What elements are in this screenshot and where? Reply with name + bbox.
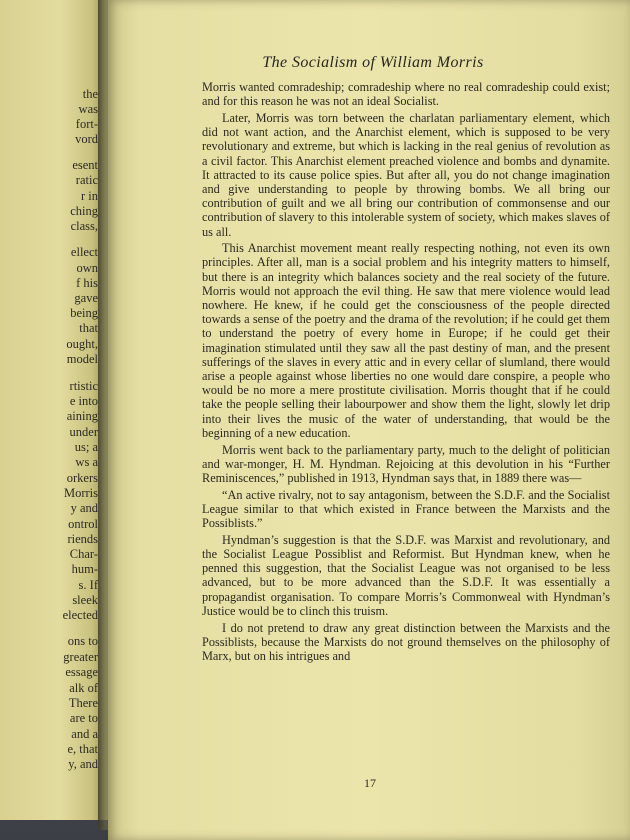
left-page-line-fragment: was — [78, 102, 98, 116]
body-text — [202, 80, 610, 666]
left-page-line-fragment: gave — [74, 291, 98, 305]
left-page-line-fragment: r in — [80, 189, 98, 203]
left-page-line-fragment: greater — [63, 650, 98, 664]
left-page-line-fragment: alk of — [69, 681, 98, 695]
left-page-line-fragment: sleek — [72, 593, 98, 607]
left-page-line-fragment: ontrol — [68, 517, 98, 531]
paragraph: Morris went back to the parliamentary party, much to the delight of politician and war-monger, H. M. Hyndman. Rejoicing at this devolution in his “Further Reminiscences,” published in 1913, Hyndman says that, in 1889 there was— — [202, 442, 610, 485]
left-page-line-fragment: hum- — [71, 562, 98, 576]
left-page-line-fragment: us; a — [74, 440, 98, 454]
right-page — [108, 0, 630, 840]
left-page-line-fragment: e, that — [67, 742, 98, 756]
left-page-line-fragment: ons to — [67, 634, 98, 648]
left-page-line-fragment: the — [82, 87, 98, 101]
left-facing-page — [0, 0, 108, 820]
left-page-line-fragment: fort- — [75, 117, 98, 131]
left-page-line-fragment: There — [68, 696, 98, 710]
left-page-line-fragment: aining — [66, 409, 98, 423]
left-page-line-fragment: s. If — [78, 578, 98, 592]
left-page-line-fragment: y, and — [68, 757, 98, 771]
left-page-line-fragment: vord — [75, 132, 98, 146]
left-page-line-fragment: are to — [69, 711, 98, 725]
left-page-line-fragment: ratic — [75, 173, 98, 187]
paragraph: Morris wanted comradeship; comradeship where no real comradeship could exist; and for this reason he was not an ideal Socialist. — [202, 80, 610, 109]
paragraph: This Anarchist movement meant really respecting nothing, not even its own principles. After all, man is a social problem and his integrity matters to himself, but there is an integrity which balances society and the real society of the future. Morris would not approach the evil thing. He saw that mere violence would lead nowhere. He knew, if he could get the consciousness of the people directed towards a sense of the poetry and the drama of the revolution; if he could get them to understand the poetry of every home in Europe; if he could get their imagination stimulated until they saw all the past destiny of man, and the present sufferings of the slaves in every attic and in every cellar of slumland, there would arise a people against whose liberties no one would dare conspire, a people who would be no more a mere prostitute civilisation. Morris thought that if he could take the people selling their labourpower and show them the light, slowly let drip into their lives the music of the water of understanding, that would be the beginning of a new education. — [202, 241, 610, 440]
left-page-line-fragment: and a — [71, 727, 98, 741]
left-page-line-fragment: Morris — [63, 486, 98, 500]
left-page-line-fragment: y and — [70, 501, 98, 515]
left-page-line-fragment: ching — [70, 204, 98, 218]
left-page-line-fragment: esent — [72, 158, 98, 172]
page-number: 17 — [364, 776, 376, 790]
left-page-line-fragment: class, — [70, 219, 98, 233]
left-page-line-fragment: ought, — [66, 337, 98, 351]
running-head: The Socialism of William Morris — [262, 54, 484, 71]
paragraph: Hyndman’s suggestion is that the S.D.F. was Marxist and revolutionary, and the Socialist League Possiblist and Reformist. But Hyndman knew, when he penned this suggestion, that the Socialist League was not organised to be less advanced, but to be more advanced than the S.D.F. It was essentially a propagandist organisation. To compare Morris’s Commonweal with Hyndman’s Justice would be to clinch this truism. — [202, 532, 610, 618]
left-page-line-fragment: elected — [62, 608, 98, 622]
left-page-line-fragment: being — [70, 306, 98, 320]
block-quote: “An active rivalry, not to say antagonism, between the S.D.F. and the Socialist League similar to that which existed in France between the Marxists and the Possiblists.” — [202, 487, 610, 531]
paragraph: I do not pretend to draw any great distinction between the Marxists and the Possiblists, because the Marxists do not ground themselves on the philosophy of Marx, but on his intrigues and — [202, 620, 610, 663]
left-page-line-fragment: rtistic — [69, 379, 98, 393]
left-page-line-fragment: f his — [76, 276, 98, 290]
left-page-line-fragment: own — [76, 261, 98, 275]
left-page-line-fragment: model — [66, 352, 98, 366]
left-page-line-fragment: ws a — [75, 455, 98, 469]
left-page-line-fragment: riends — [67, 532, 98, 546]
paragraph: Later, Morris was torn between the charlatan parliamentary element, which did not want action, and the Anarchist element, which is supposed to be very revolutionary and extreme, but which is lacking in the real genius of revolution as a civil factor. This Anarchist element preached violence and bombs and dynamite. It attracted to its cause police spies. But after all, you do not change imagination and give understanding to people by throwing bombs. We all bring our contribution of guilt and we all bring our contribution of commonsense and our contribution of slavery to this intolerable system of society, which makes slaves of us all. — [202, 110, 610, 239]
left-page-line-fragment: ellect — [70, 245, 98, 259]
left-page-line-fragment: Char- — [69, 547, 98, 561]
left-page-line-fragment: essage — [65, 665, 98, 679]
left-page-line-fragment: orkers — [66, 471, 98, 485]
left-page-line-fragment: e into — [69, 394, 98, 408]
left-page-line-fragment: under — [69, 425, 98, 439]
left-page-line-fragment: that — [79, 321, 98, 335]
